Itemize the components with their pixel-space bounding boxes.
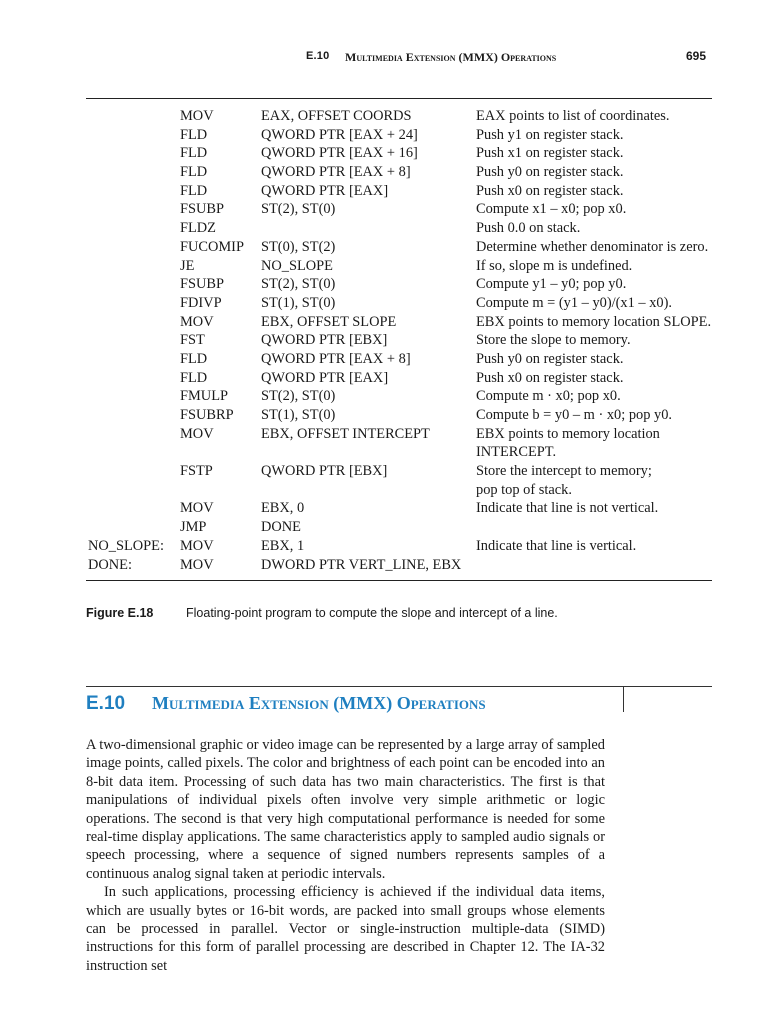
figure-number: Figure E.18 xyxy=(86,606,154,620)
program-line xyxy=(0,200,768,219)
program-comment: Push x1 on register stack. xyxy=(476,145,624,162)
program-comment: EBX points to memory location SLOPE. xyxy=(476,313,712,330)
program-opcode: FLD xyxy=(180,126,208,143)
program-line xyxy=(0,313,768,332)
program-operands: QWORD PTR [EBX] xyxy=(261,463,388,480)
program-line xyxy=(0,275,768,294)
program-line xyxy=(0,387,768,406)
program-operands: EBX, 1 xyxy=(261,537,305,554)
program-operands: QWORD PTR [EAX + 8] xyxy=(261,164,411,181)
program-opcode: FLD xyxy=(180,350,208,367)
section-number: E.10 xyxy=(86,693,126,714)
program-opcode: MOV xyxy=(180,425,214,442)
running-head xyxy=(0,50,768,66)
program-line xyxy=(0,518,768,537)
program-operands: EBX, OFFSET INTERCEPT xyxy=(261,425,430,442)
program-line xyxy=(0,107,768,126)
program-label: DONE: xyxy=(88,556,132,573)
program-comment: EBX points to memory location INTERCEPT. xyxy=(476,425,660,461)
program-operands: QWORD PTR [EAX + 8] xyxy=(261,350,411,367)
program-opcode: FLD xyxy=(180,164,208,181)
program-line xyxy=(0,537,768,556)
program-comment: Compute m · x0; pop x0. xyxy=(476,388,621,405)
program-line xyxy=(0,331,768,350)
program-line xyxy=(0,369,768,388)
program-opcode: FSUBRP xyxy=(180,407,234,423)
program-operands: EBX, OFFSET SLOPE xyxy=(261,313,397,330)
program-operands: QWORD PTR [EAX + 16] xyxy=(261,145,418,162)
section-rule-tick xyxy=(623,686,624,712)
paragraph-1: A two-dimensional graphic or video image can be represented by a large array of sampled image points, called pixels. The color and brightness of each point can be encoded into an 8-bit data item. Processing of such data has two main characteristics. The first is that manipulations of individual pixels often involve very simple arithmetic or logic operations. The second is that very high computational performance is needed for some real-time display applications. The same characteristics apply to sampled audio signals or speech processing, where a sequence of signed numbers represents samples of a continuous analog signal taken at periodic intervals. xyxy=(86,737,605,882)
program-operands: EAX, OFFSET COORDS xyxy=(261,108,412,124)
program-operands: ST(2), ST(0) xyxy=(261,388,336,405)
program-line xyxy=(0,182,768,201)
program-opcode: FMULP xyxy=(180,388,228,405)
program-comment: Compute m = (y1 – y0)/(x1 – x0). xyxy=(476,294,672,311)
program-line xyxy=(0,406,768,425)
program-line xyxy=(0,499,768,518)
program-opcode: FLD xyxy=(180,369,208,386)
program-comment: If so, slope m is undefined. xyxy=(476,257,633,274)
body-text xyxy=(86,736,605,975)
program-operands: DWORD PTR VERT_LINE, EBX xyxy=(261,556,462,573)
program-opcode: MOV xyxy=(180,537,214,554)
program-label: NO_SLOPE: xyxy=(88,537,164,554)
program-comment: Indicate that line is vertical. xyxy=(476,537,637,554)
program-operands: ST(2), ST(0) xyxy=(261,276,336,293)
program-comment: Determine whether denominator is zero. xyxy=(476,238,709,255)
program-operands: ST(0), ST(2) xyxy=(261,238,336,255)
page-number: 695 xyxy=(686,49,707,63)
program-opcode: FLDZ xyxy=(180,220,216,237)
program-line xyxy=(0,556,768,575)
program-operands: EBX, 0 xyxy=(261,500,305,517)
paragraph-2: In such applications, processing efficiency is achieved if the individual data items, which are usually bytes or 16-bit words, are packed into small groups whose elements can be processed in parallel. Vector or single-instruction multiple-data (SIMD) instructions for this form of parallel processing are described in Chapter 12. The IA-32 instruction set xyxy=(86,884,605,974)
program-line xyxy=(0,219,768,238)
program-opcode: FST xyxy=(180,332,205,349)
program-opcode: JE xyxy=(180,257,195,274)
program-line xyxy=(0,126,768,145)
program-line xyxy=(0,238,768,257)
assembly-program-listing xyxy=(0,107,768,574)
program-operands: ST(1), ST(0) xyxy=(261,294,336,311)
program-operands: QWORD PTR [EAX] xyxy=(261,369,389,386)
section-title: Multimedia Extension (MMX) Operations xyxy=(152,693,486,713)
program-line xyxy=(0,350,768,369)
program-opcode: MOV xyxy=(180,313,214,330)
program-opcode: MOV xyxy=(180,556,214,573)
program-comment: Compute b = y0 – m · x0; pop y0. xyxy=(476,407,672,423)
program-operands: QWORD PTR [EAX + 24] xyxy=(261,126,418,143)
program-line xyxy=(0,144,768,163)
program-operands: QWORD PTR [EBX] xyxy=(261,332,388,349)
program-line xyxy=(0,462,768,499)
program-opcode: MOV xyxy=(180,500,214,517)
program-comment: Push y1 on register stack. xyxy=(476,126,624,143)
program-comment: Push 0.0 on stack. xyxy=(476,220,581,237)
figure-caption-text: Floating-point program to compute the slope and intercept of a line. xyxy=(186,606,558,620)
program-opcode: FLD xyxy=(180,145,208,162)
program-opcode: FSTP xyxy=(180,463,213,480)
program-opcode: FLD xyxy=(180,182,208,199)
program-opcode: FUCOMIP xyxy=(180,238,244,255)
program-top-rule xyxy=(86,98,712,99)
program-bottom-rule xyxy=(86,580,712,581)
running-head-section: E.10 xyxy=(306,50,330,62)
program-comment: Store the slope to memory. xyxy=(476,332,631,349)
program-opcode: MOV xyxy=(180,108,214,124)
program-comment: Push y0 on register stack. xyxy=(476,350,624,367)
program-operands: QWORD PTR [EAX] xyxy=(261,182,389,199)
program-comment: EAX points to list of coordinates. xyxy=(476,108,670,124)
program-operands: NO_SLOPE xyxy=(261,257,333,274)
program-opcode: JMP xyxy=(180,519,207,536)
program-opcode: FSUBP xyxy=(180,201,225,218)
program-line xyxy=(0,163,768,182)
program-opcode: FDIVP xyxy=(180,294,222,311)
program-line xyxy=(0,257,768,276)
program-operands: DONE xyxy=(261,519,301,536)
program-operands: ST(1), ST(0) xyxy=(261,407,336,423)
program-comment: Compute x1 – x0; pop x0. xyxy=(476,201,627,218)
running-head-title: Multimedia Extension (MMX) Operations xyxy=(345,50,557,64)
program-comment: Compute y1 – y0; pop y0. xyxy=(476,276,627,293)
program-comment: Push y0 on register stack. xyxy=(476,164,624,181)
section-rule xyxy=(86,686,712,687)
program-comment: Push x0 on register stack. xyxy=(476,182,624,199)
program-comment: Push x0 on register stack. xyxy=(476,369,624,386)
program-operands: ST(2), ST(0) xyxy=(261,201,336,218)
program-line xyxy=(0,294,768,313)
program-line xyxy=(0,425,768,462)
program-opcode: FSUBP xyxy=(180,276,225,293)
program-comment: Indicate that line is not vertical. xyxy=(476,500,659,517)
program-comment: Store the intercept to memory; pop top of stack. xyxy=(476,463,652,498)
